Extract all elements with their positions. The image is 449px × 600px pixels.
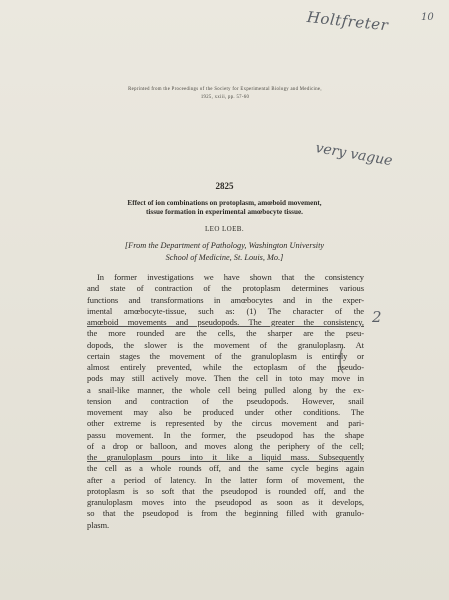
body-line: amœboid movements and pseudopods. The greater the consistency, (87, 317, 364, 327)
body-line: protoplasm is so soft that the pseudopod is rounded off, and the (87, 485, 364, 496)
handwritten-name-annotation: Holtfreter (306, 8, 390, 35)
body-line: imental amœbocyte-tissue, such as: (1) The character of the (87, 305, 364, 316)
body-line: the granuloplasm pours into it like a liquid mass. Subsequently (87, 452, 364, 462)
body-line: movement may also be produced under other conditions. The (87, 407, 364, 417)
body-line: so that the pseudopod is from the beginning filled with granulo- (87, 508, 364, 519)
author-name: LEO LOEB. (205, 225, 244, 233)
reprint-notice-line-2: 1925, xxiii, pp. 57-60 (200, 95, 250, 100)
body-line: certain stages the movement of the granuloplasm is entirely or (87, 350, 364, 361)
body-line: almost entirely prevented, while the ectoplasm of the pseudo- (87, 362, 364, 372)
body-line: dopods, the slower is the movement of the granuloplasm. At (87, 339, 364, 350)
title-line-1: Effect of ion combinations on protoplasm, amœboid movement, (127, 199, 322, 207)
affiliation-line-1: [From the Department of Pathology, Washington University (124, 241, 325, 250)
body-line: a snail-like manner, the whole cell being pulled along by the ex- (87, 384, 364, 395)
handwritten-note-annotation: very vague (314, 140, 394, 170)
handwritten-number-annotation: 10 (421, 12, 434, 23)
body-line: the more rounded are the cells, the sharper are the pseu- (87, 328, 364, 339)
body-line: after a period of latency. In the latter form of movement, the (87, 474, 364, 485)
body-line: granuloplasm moves into the pseudopod as soon as it develops, (87, 497, 364, 507)
body-line: of a drop or balloon, and moves along the periphery of the cell; (87, 440, 364, 451)
body-line: tension and contraction of the pseudopods. However, snail (87, 395, 364, 406)
document-number: 2825 (215, 181, 234, 191)
body-line: In former investigations we have shown that the consistency (97, 272, 364, 282)
body-line: functions and transformations in amœbocytes and in the exper- (87, 294, 364, 305)
body-line: passu movement. In the former, the pseudopod has the shape (87, 429, 364, 440)
body-line: plasm. (87, 519, 110, 530)
body-line: the cell as a whole rounds off, and the same cycle begins again (87, 463, 364, 474)
body-line: and state of contraction of the protoplasm determines various (87, 283, 364, 294)
handwritten-margin-number: 2 (372, 308, 382, 326)
body-paragraph (87, 272, 364, 531)
affiliation-line-2: School of Medicine, St. Louis, Mo.] (165, 253, 284, 262)
reprint-notice-line-1: Reprinted from the Proceedings of the Society for Experimental Biology and Medicine, (128, 87, 322, 92)
body-line: pods may still actively move. Then the cell in toto may move in (87, 373, 364, 384)
title-line-2: tissue formation in experimental amœbocyte tissue. (146, 208, 303, 216)
body-line: other extreme is represented by the circus movement and pari- (87, 418, 364, 429)
handwritten-margin-bracket: ( (338, 342, 345, 377)
